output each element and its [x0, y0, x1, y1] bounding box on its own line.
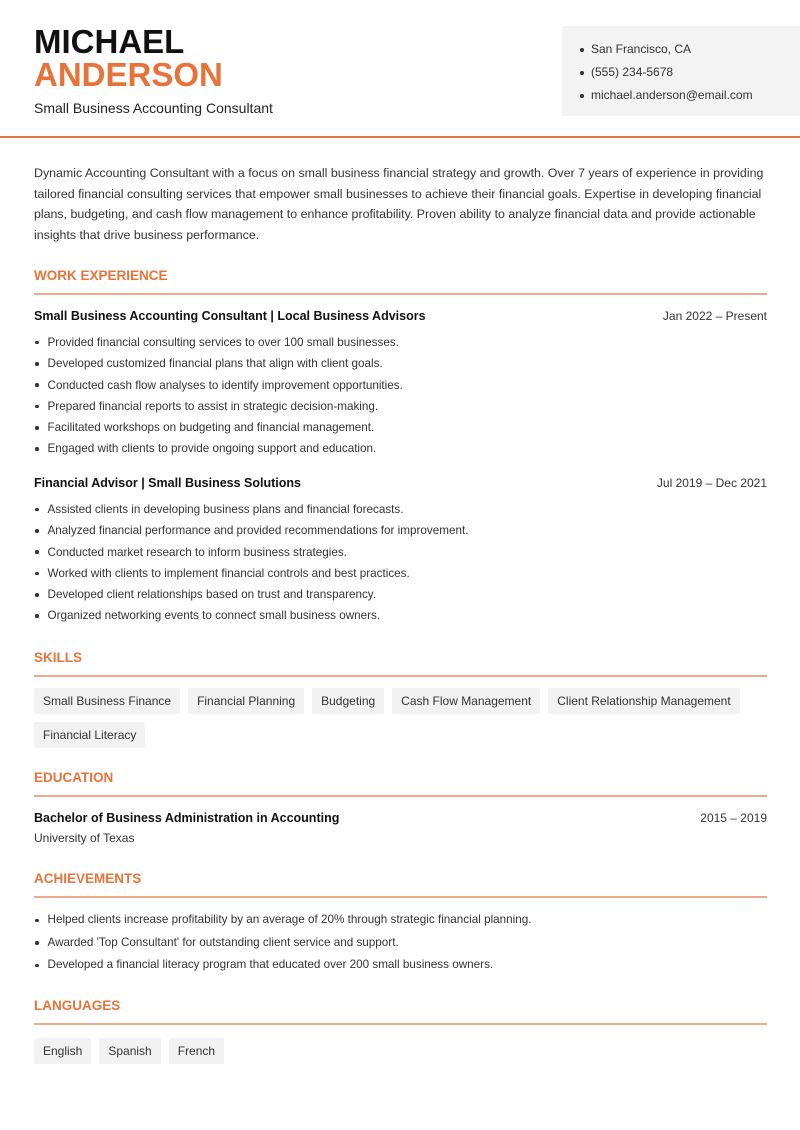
job-title-company: Financial Advisor | Small Business Solutions: [34, 476, 301, 490]
bullet-icon: [35, 341, 39, 345]
language-chip: Spanish: [99, 1038, 160, 1064]
list-item: [34, 499, 767, 520]
section-divider: [34, 1023, 767, 1025]
list-item: [34, 542, 767, 563]
skill-chip: Budgeting: [312, 688, 384, 714]
bullet-icon: [35, 447, 39, 451]
section-heading-achievements: ACHIEVEMENTS: [34, 871, 142, 886]
first-name: MICHAEL: [34, 23, 185, 60]
education-dates: 2015 – 2019: [700, 811, 767, 825]
section-heading-work-experience: WORK EXPERIENCE: [34, 268, 168, 283]
skill-chip: Financial Planning: [188, 688, 304, 714]
job-entry-2-bullets: [34, 499, 767, 627]
resume-header: [0, 0, 800, 138]
bullet-icon: [35, 919, 39, 923]
bullet-icon: [580, 71, 584, 75]
bullet-text: Worked with clients to implement financial controls and best practices.: [47, 566, 410, 580]
language-chip: English: [34, 1038, 91, 1064]
list-item: [34, 584, 767, 605]
list-item: [34, 353, 767, 374]
bullet-text: Awarded 'Top Consultant' for outstanding client service and support.: [47, 935, 399, 949]
bullet-icon: [35, 405, 39, 409]
bullet-icon: [35, 572, 39, 576]
bullet-text: Organized networking events to connect small business owners.: [47, 609, 381, 623]
contact-location: [580, 38, 800, 61]
bullet-icon: [35, 383, 39, 387]
bullet-text: Helped clients increase profitability by an average of 20% through strategic financial planning.: [47, 913, 532, 926]
list-item: [34, 417, 767, 438]
last-name: ANDERSON: [34, 56, 223, 93]
section-divider: [34, 896, 767, 898]
skill-chip: Cash Flow Management: [392, 688, 540, 714]
section-divider: [34, 795, 767, 797]
list-item: [34, 605, 767, 626]
job-entry-2-header: [34, 476, 767, 490]
contact-phone: [580, 61, 800, 84]
bullet-text: Developed customized financial plans that align with client goals.: [47, 357, 383, 371]
phone-text: (555) 234-5678: [591, 65, 674, 79]
job-title: Small Business Accounting Consultant: [34, 100, 273, 116]
languages-list: [34, 1038, 774, 1064]
bullet-icon: [35, 362, 39, 366]
bullet-icon: [35, 593, 39, 597]
bullet-text: Conducted cash flow analyses to identify improvement opportunities.: [47, 378, 403, 392]
skills-list: [34, 688, 774, 748]
list-item: [34, 909, 767, 932]
job-dates: Jul 2019 – Dec 2021: [656, 476, 767, 490]
section-heading-languages: LANGUAGES: [34, 998, 121, 1013]
achievements-list: [34, 909, 767, 977]
list-item: [34, 954, 767, 977]
bullet-icon: [580, 94, 584, 98]
list-item: [34, 375, 767, 396]
email-text: michael.anderson@email.com: [591, 88, 753, 102]
list-item: [34, 396, 767, 417]
section-divider: [34, 675, 767, 677]
bullet-text: Provided financial consulting services to over 100 small businesses.: [47, 336, 399, 349]
contact-email: [580, 84, 800, 107]
bullet-text: Conducted market research to inform business strategies.: [47, 545, 347, 559]
bullet-icon: [35, 529, 39, 533]
bullet-icon: [35, 941, 39, 945]
job-entry-1-bullets: [34, 332, 767, 460]
skill-chip: Small Business Finance: [34, 688, 180, 714]
school-name: University of Texas: [34, 831, 135, 845]
list-item: [34, 563, 767, 584]
bullet-text: Analyzed financial performance and provided recommendations for improvement.: [47, 524, 469, 538]
job-title-company: Small Business Accounting Consultant | Local Business Advisors: [34, 309, 426, 323]
location-text: San Francisco, CA: [591, 42, 692, 56]
bullet-icon: [580, 48, 584, 52]
bullet-text: Assisted clients in developing business plans and financial forecasts.: [47, 503, 404, 516]
education-entry-header: [34, 811, 767, 825]
bullet-icon: [35, 508, 39, 512]
bullet-icon: [35, 426, 39, 430]
bullet-text: Developed a financial literacy program that educated over 200 small business owners.: [47, 958, 494, 971]
bullet-text: Developed client relationships based on trust and transparency.: [47, 588, 377, 602]
language-chip: French: [169, 1038, 224, 1064]
bullet-text: Prepared financial reports to assist in strategic decision-making.: [47, 399, 379, 413]
section-heading-skills: SKILLS: [34, 650, 83, 665]
section-divider: [34, 293, 767, 295]
list-item: [34, 438, 767, 459]
skill-chip: Client Relationship Management: [548, 688, 739, 714]
bullet-icon: [35, 550, 39, 554]
list-item: [34, 520, 767, 541]
job-dates: Jan 2022 – Present: [662, 309, 767, 323]
section-heading-education: EDUCATION: [34, 770, 114, 785]
bullet-text: Facilitated workshops on budgeting and financial management.: [47, 421, 375, 435]
degree-title: Bachelor of Business Administration in Accounting: [34, 811, 340, 825]
bullet-text: Engaged with clients to provide ongoing support and education.: [47, 442, 377, 456]
list-item: [34, 332, 767, 353]
contact-info: [562, 26, 800, 116]
job-entry-1-header: [34, 309, 767, 323]
bullet-icon: [35, 964, 39, 968]
professional-summary: Dynamic Accounting Consultant with a focus on small business financial strategy and growth. Over 7 years of experience in providing tailored financial consulting services that empower small businesses to achieve their financial goals. Expertise in developing financial plans, budgeting, and cash flow management to enhance profitability. Proven ability to analyze financial data and provide actionable insights that drive business performance.: [34, 166, 764, 243]
bullet-icon: [35, 614, 39, 618]
list-item: [34, 932, 767, 955]
skill-chip: Financial Literacy: [34, 722, 145, 748]
